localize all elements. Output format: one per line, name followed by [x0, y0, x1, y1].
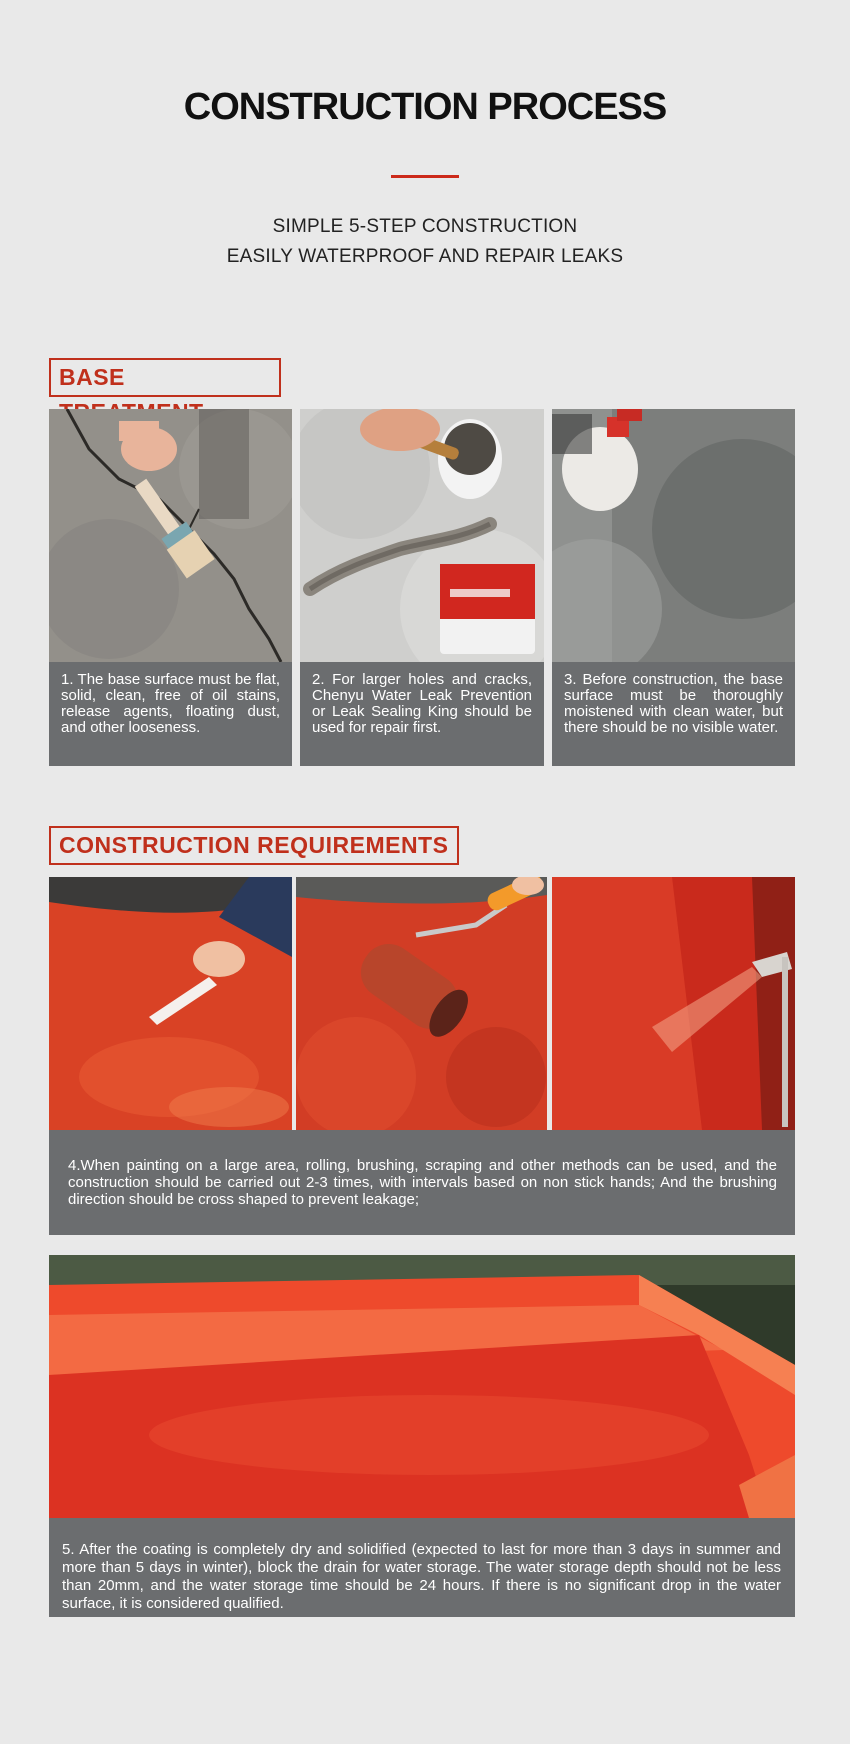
photo-spraying [552, 877, 795, 1130]
photo-moisten-surface [552, 409, 795, 662]
subtitle-line-2: EASILY WATERPROOF AND REPAIR LEAKS [226, 246, 624, 267]
photo-patch-cracks [300, 409, 544, 662]
photo-brush-crack [49, 409, 292, 662]
step-4-caption: 4.When painting on a large area, rolling, brushing, scraping and other methods can be used, and the construction should be carried out 2-3 times, with intervals based on non stick hands; And the brushing direction should be cross shaped to prevent leakage; [49, 1130, 795, 1235]
photo-rolling [296, 877, 547, 1130]
section-label-construction-requirements: CONSTRUCTION REQUIREMENTS [49, 826, 459, 865]
step-3-caption: 3. Before construction, the base surface must be thoroughly moistened with clean water, but there should be no visible water. [552, 662, 795, 766]
subtitle-line-1: SIMPLE 5-STEP CONSTRUCTION [272, 216, 578, 237]
step-5-caption: 5. After the coating is completely dry and solidified (expected to last for more than 3 days in summer and more than 5 days in winter), block the drain for water storage. The water storage depth should not be less than 20mm, and the water storage time should be 24 hours. If there is no significant drop in the water surface, it is considered qualified. [49, 1518, 795, 1617]
page-title: CONSTRUCTION PROCESS [183, 86, 667, 128]
step-2-caption: 2. For larger holes and cracks, Chenyu Water Leak Prevention or Leak Sealing King should be used for repair first. [300, 662, 544, 766]
photo-water-storage [49, 1255, 795, 1518]
photo-scraping [49, 877, 292, 1130]
title-divider [391, 175, 459, 178]
section-label-base-treatment: BASE [49, 358, 281, 397]
step-1-caption: 1. The base surface must be flat, solid, clean, free of oil stains, release agents, floating dust, and other looseness. [49, 662, 292, 766]
